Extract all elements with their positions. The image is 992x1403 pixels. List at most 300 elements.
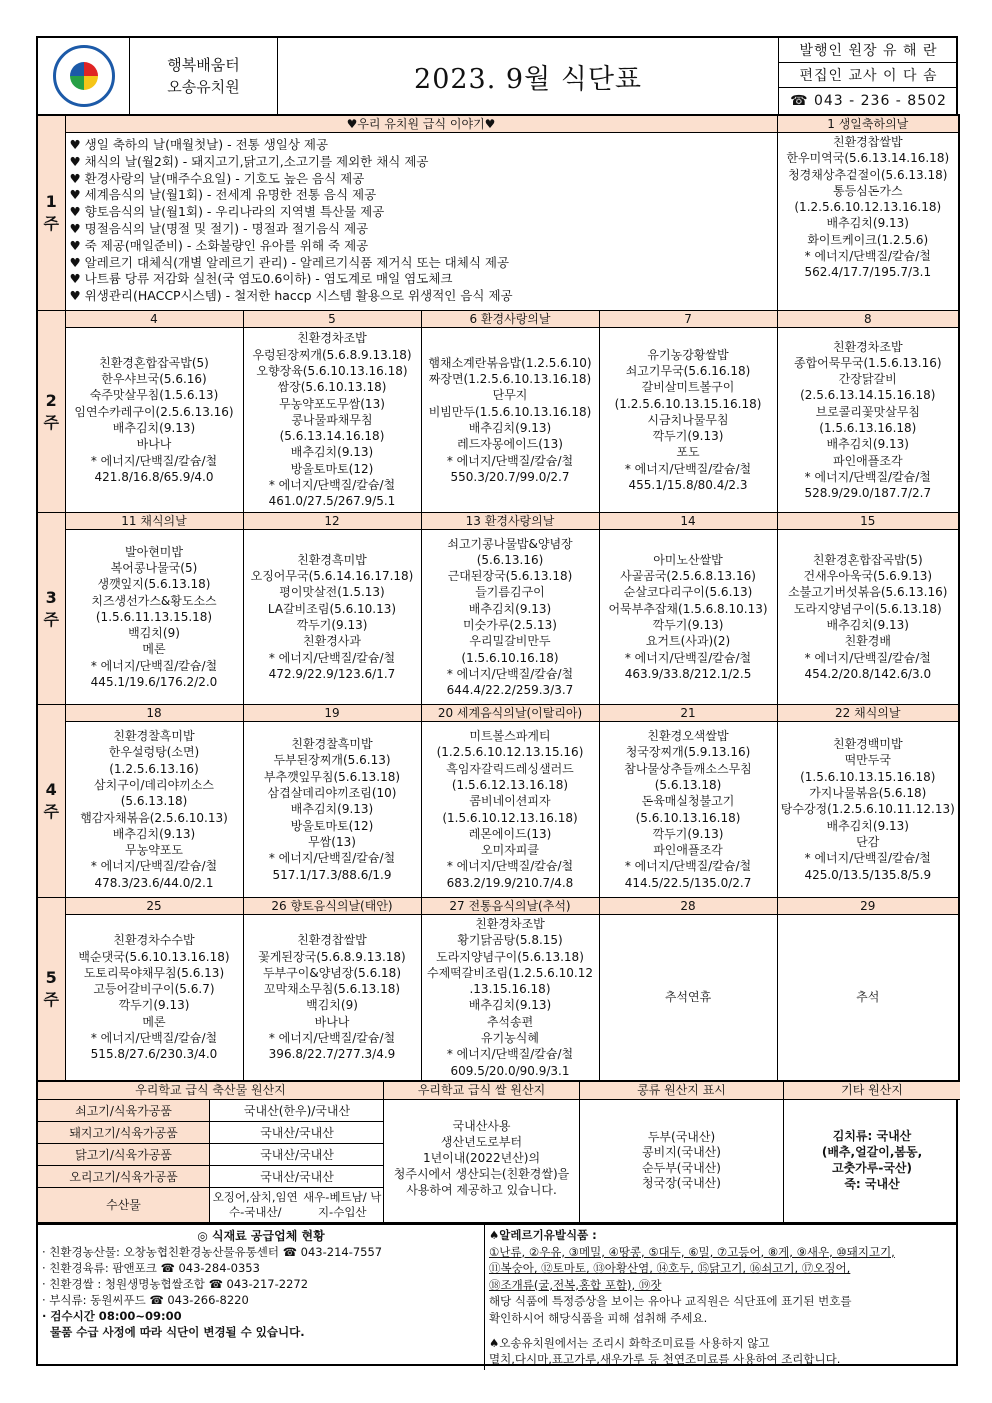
day-menu [65, 722, 243, 898]
menu-item: 생깻잎지(5.6.13.18) [97, 577, 211, 592]
menu-item: (5.6.13.18) [120, 794, 188, 809]
day-menu [421, 328, 599, 513]
menu-item: 도라지양념구이(5.6.13.18) [436, 949, 584, 964]
menu-item: 삼겹살데리야끼조림(10) [267, 786, 397, 801]
rice-line: 국내산사용 [452, 1118, 511, 1133]
menu-item: 가지나물볶음(5.6.18) [809, 786, 927, 801]
menu-item: * 에너지/단백질/칼슘/철 [624, 650, 752, 665]
menu-item: * 에너지/단백질/칼슘/철 [804, 249, 931, 264]
rice-line: 1년이내(2022년산)의 [422, 1150, 541, 1165]
day-menu [243, 328, 421, 513]
etc-line: 고춧가루-국산) [831, 1160, 913, 1175]
meat-origin [38, 1082, 384, 1222]
story-item: ♥ 위생관리(HACCP시스템) - 철저한 haccp 시스템 활용으로 위생적인 음식 제공 [69, 288, 513, 304]
menu-item: 깍두기(9.13) [652, 618, 724, 632]
day-header: 7 [599, 311, 777, 328]
menu-item: 472.9/22.9/123.6/1.7 [268, 666, 396, 681]
story-list [65, 133, 777, 311]
menu-item: 친환경혼합잡곡밥(5) [99, 355, 209, 370]
week-label: 3 주 [37, 513, 65, 705]
menu-item: 떡만두국 [844, 753, 891, 768]
menu-item: 추석연휴 [664, 990, 712, 1005]
menu-item: 오향장육(5.6.10.13.16.18) [256, 363, 408, 378]
day-menu [599, 722, 777, 898]
day-menu [65, 328, 243, 513]
menu-item: * 에너지/단백질/칼슘/철 [804, 469, 931, 484]
day-header: 18 [65, 705, 243, 722]
menu-item: 깍두기(9.13) [296, 618, 368, 632]
menu-item: 배추김치(9.13) [826, 818, 909, 833]
school-line2: 오송유치원 [167, 78, 240, 96]
day-header: 15 [777, 513, 959, 530]
msg-1: ♠오송유치원에서는 조리시 화학조미료를 사용하지 않고 [489, 1335, 770, 1350]
week-label: 4 주 [37, 705, 65, 898]
menu-item: 요거트(사과)(2) [645, 634, 731, 649]
menu-item: * 에너지/단백질/칼슘/철 [804, 650, 931, 665]
menu-item: 콤비네이션피자 [469, 794, 551, 809]
supplier-line: · 친환경농산물: 오창농협친환경농산물유통센터 ☎ 043-214-7557 [42, 1244, 383, 1259]
menu-item: 도라지양념구이(5.6.13.18) [793, 601, 942, 616]
day-header: 4 [65, 311, 243, 328]
menu-item: 부추깻잎무침(5.6.13.18) [263, 769, 401, 784]
page-title: 2023. 9월 식단표 [414, 63, 642, 95]
day-header: 5 [243, 311, 421, 328]
menu-item: 치즈생선가스&황도소스 [91, 593, 217, 608]
menu-item: 돈육매실청불고기 [641, 794, 735, 809]
logo [38, 38, 130, 114]
menu-item: 바나나 [136, 437, 172, 452]
menu-item: 갈비살미트볼구이 [641, 380, 735, 395]
day-header: 22 채식의날 [777, 705, 959, 722]
menu-item: 친환경차수수밥 [113, 933, 195, 948]
menu-item: * 에너지/단백질/칼슘/철 [446, 453, 574, 468]
day-header: 19 [243, 705, 421, 722]
menu-item: 통등심돈가스 [832, 183, 903, 198]
menu-item: 종합어묵무국(1.5.6.13.16) [793, 355, 942, 370]
menu-item: 시금치나물무침 [647, 412, 729, 427]
day-menu [777, 530, 959, 705]
story-item: ♥ 환경사랑의 날(매주수요일) - 기호도 높은 음식 제공 [69, 170, 365, 186]
day-menu [421, 530, 599, 705]
bean-line: 콩비지(국내산) [642, 1145, 721, 1160]
menu-item: 배추김치(9.13) [112, 826, 196, 841]
header [36, 36, 958, 114]
menu-item: 배추김치(9.13) [468, 998, 552, 1013]
menu-item: 유기농식혜 [481, 1031, 539, 1046]
menu-item: 한우설렁탕(소면)(1.2.5.6.13.16) [108, 745, 200, 776]
week-label: 5 주 [37, 898, 65, 1081]
menu-item: 쌈장(5.6.10.13.18) [277, 380, 387, 395]
menu-item: * 에너지/단백질/칼슘/철 [90, 859, 218, 874]
day-header: 1 생일축하의날 [777, 115, 959, 133]
inspect-time: · 검수시간 08:00~09:00 [42, 1308, 182, 1323]
kindergarten-logo-icon [53, 45, 115, 107]
menu-item: 배추김치(9.13) [826, 618, 909, 632]
story-item: ♥ 알레르기 대체식(개별 알레르기 관리) - 알레르기식품 제거식 또는 대체식 제공 [69, 254, 510, 270]
menu-item: 근대된장국(5.6.13.18) [447, 569, 573, 584]
supplier-line: · 친환경쌀 : 청원생명농협쌀조합 ☎ 043-217-2272 [42, 1276, 309, 1291]
day-menu [599, 328, 777, 513]
day-header: 11 채식의날 [65, 513, 243, 530]
menu-item: 임연수카레구이(2.5.6.13.16) [74, 404, 234, 419]
menu-item: 백순댓국(5.6.10.13.16.18) [78, 949, 230, 964]
menu-item: 청국장찌개(5.9.13.16) [625, 745, 751, 760]
rice-line: 생산년도로부터 [440, 1134, 523, 1149]
menu-item: 무농약포도무쌈(13) [279, 396, 385, 411]
school-line1: 행복배움터 [167, 56, 240, 74]
menu-item: 추석송편 [486, 1014, 534, 1029]
meat-item: 쇠고기/식육가공품 [38, 1100, 210, 1121]
menu-item: 친환경오색쌀밥 [647, 729, 729, 744]
menu-item: (1.2.5.6.10.12.13.15.16) [436, 745, 584, 760]
menu-item: 들기름김구이 [475, 585, 545, 600]
menu-item: 건새우아욱국(5.6.9.13) [803, 569, 933, 584]
menu-item: 고등어갈비구이(5.6.7) [93, 982, 215, 997]
bean-line: 청국장(국내산) [642, 1176, 721, 1191]
phone: ☎ 043 - 236 - 8502 [790, 93, 947, 109]
menu-item: 간장닭갈비 [838, 372, 897, 387]
menu-item: 562.4/17.7/195.7/3.1 [804, 265, 932, 280]
bean-origin-title: 콩류 원산지 표시 [580, 1082, 783, 1100]
seafood-row [38, 1188, 383, 1222]
menu-item: 배추김치(9.13) [826, 216, 909, 231]
menu-item: 햄감자채볶음(2.5.6.10.13) [80, 810, 228, 825]
menu-item: 흑임자갈릭드레싱샐러드 [446, 761, 574, 776]
menu-item: 오미자피클 [481, 843, 539, 858]
day-menu [243, 915, 421, 1081]
etc-line: (배추,얼갈이,봄동, [821, 1144, 923, 1159]
menu-item: 친환경차조밥 [832, 339, 903, 354]
etc-origin-title: 기타 원산지 [784, 1082, 960, 1100]
rice-line: 사용하여 제공하고 있습니다. [406, 1182, 557, 1197]
meat-origin-value: 국내산/국내산 [260, 1169, 334, 1184]
menu-item: (1.5.6.10.16.18) [461, 650, 559, 665]
menu-item: 친환경찹쌀밥 [297, 933, 367, 948]
menu-item: (1.2.5.6.10.12.13.16.18) [794, 200, 942, 215]
school-name [130, 38, 278, 114]
day-header: 28 [599, 898, 777, 915]
menu-item: 꼬막채소무침(5.6.13.18) [263, 982, 401, 997]
menu-item: 청경채상추겉절이(5.6.13.18) [788, 167, 948, 182]
menu-item: 어묵부추잡채(1.5.6.8.10.13) [608, 601, 768, 616]
rice-line: 청주시에서 생산되는(친환경쌀)을 [393, 1166, 570, 1181]
story-item: ♥ 채식의 날(월2회) - 돼지고기,닭고기,소고기를 제외한 채식 제공 [69, 153, 429, 169]
menu-item: 친환경배 [844, 634, 891, 649]
bean-line: 순두부(국내산) [642, 1160, 721, 1175]
etc-line: 김치류: 국내산 [832, 1128, 912, 1143]
menu-item: .13.15.16.18) [469, 982, 551, 997]
menu-item: 배추김치(9.13) [468, 421, 552, 435]
menu-item: 425.0/13.5/135.8/5.9 [804, 867, 932, 882]
menu-item: 한우샤브국(5.6.16) [101, 372, 207, 387]
menu-item: 454.2/20.8/142.6/3.0 [804, 666, 932, 681]
menu-item: 무쌈(13) [308, 834, 356, 849]
day-header: 25 [65, 898, 243, 915]
menu-item: (1.5.6.10.12.13.16.18) [442, 810, 578, 825]
menu-item: (1.2.5.6.10.13.15.16.18) [614, 396, 762, 411]
menu-item: 친환경찰흑미밥 [291, 737, 373, 752]
day-header: 6 환경사랑의날 [421, 311, 599, 328]
menu-item: * 에너지/단백질/칼슘/철 [624, 859, 752, 874]
meat-origin-value: 국내산(한우)/국내산 [243, 1103, 351, 1118]
menu-item: 추석 [856, 990, 880, 1005]
day-menu [421, 915, 599, 1081]
day-menu [599, 530, 777, 705]
menu-item: 무농약포도 [125, 843, 183, 858]
day-menu [421, 722, 599, 898]
day-header: 12 [243, 513, 421, 530]
publisher: 발행인 원장 유 해 란 [779, 38, 958, 63]
editor: 편집인 교사 이 다 솜 [779, 63, 958, 88]
supplier-title: ◎ 식재료 공급업체 현황 [197, 1228, 325, 1243]
day-menu [777, 722, 959, 898]
day-header: 26 향토음식의날(태안) [243, 898, 421, 915]
menu-item: 깍두기(9.13) [118, 998, 190, 1013]
menu-item: 배추김치(9.13) [290, 802, 374, 817]
day-menu [777, 915, 959, 1081]
menu-item: 우렁된장찌개(5.6.8.9.13.18) [252, 347, 412, 362]
menu-item: 삼치구이/데리야끼소스 [94, 777, 214, 792]
menu-item: 친환경백미밥 [832, 737, 903, 752]
day-header: 8 [777, 311, 959, 328]
day-header: 21 [599, 705, 777, 722]
menu-item: 유기농강황쌀밥 [647, 347, 729, 362]
menu-item: 550.3/20.7/99.0/2.7 [450, 469, 570, 484]
menu-item: 메론 [142, 642, 166, 657]
meat-item: 오리고기/식육가공품 [38, 1166, 210, 1187]
day-header: 27 전통음식의날(추석) [421, 898, 599, 915]
menu-item: 레몬에이드(13) [468, 826, 552, 841]
menu-item: 478.3/23.6/44.0/2.1 [94, 875, 214, 890]
menu-item: 소불고기버섯볶음(5.6.13.16) [788, 585, 948, 600]
day-menu [777, 133, 959, 311]
menu-item: (5.6.13.18) [654, 777, 722, 792]
menu-item: 숙주맛살무침(1.5.6.13) [89, 388, 219, 403]
menu-item: 친환경차조밥 [475, 917, 545, 931]
rice-origin-text [384, 1100, 579, 1198]
meat-origin-value: 국내산/국내산 [260, 1147, 334, 1162]
menu-item: * 에너지/단백질/칼슘/철 [268, 1031, 396, 1046]
week-label: 1 주 [37, 115, 65, 311]
menu-item: 꽃게된장국(5.6.8.9.13.18) [258, 949, 406, 964]
menu-item: 친환경혼합잡곡밥(5) [812, 552, 923, 567]
day-header: 14 [599, 513, 777, 530]
story-item: ♥ 명절음식의 날(명절 및 절기) - 명절과 절기음식 제공 [69, 220, 369, 236]
menu-item: 발아현미밥 [125, 544, 183, 559]
allergy-title: ♠알레르기유발식품 : [489, 1227, 597, 1242]
menu-item: 한우미역국(5.6.13.14.16.18) [786, 151, 950, 166]
menu-item: 528.9/29.0/187.7/2.7 [804, 486, 932, 501]
menu-item: * 에너지/단백질/칼슘/철 [446, 859, 574, 874]
menu-item: 463.9/33.8/212.1/2.5 [624, 666, 752, 681]
menu-item: 도토리묵야채무침(5.6.13) [83, 965, 225, 980]
menu-item: (1.5.6.11.13.15.18) [95, 609, 213, 624]
menu-item: 배추김치(9.13) [290, 445, 374, 460]
menu-item: * 에너지/단백질/칼슘/철 [446, 1047, 574, 1062]
rice-origin [384, 1082, 580, 1222]
menu-item: 두부구이&양념장(5.6.18) [262, 965, 402, 980]
menu-item: LA갈비조림(5.6.10.13) [267, 601, 397, 616]
meat-origin-row [38, 1144, 383, 1166]
menu-item: 메론 [142, 1014, 166, 1029]
menu-item: 461.0/27.5/267.9/5.1 [268, 494, 396, 509]
supplier-line: · 부식류: 동원씨푸드 ☎ 043-266-8220 [42, 1292, 249, 1307]
menu-item: (2.5.6.13.14.15.16.18) [800, 388, 936, 403]
menu-item: 아미노산쌀밥 [653, 552, 723, 567]
story-item: ♥ 세계음식의 날(월1회) - 전세계 유명한 전통 음식 제공 [69, 187, 377, 203]
menu-item: (5.6.10.13.16.18) [635, 810, 741, 825]
menu-item: (1.5.6.12.13.16.18) [451, 777, 569, 792]
menu-item: 396.8/22.7/277.3/4.9 [268, 1047, 396, 1062]
menu-item: 미숫가루(2.5.13) [463, 618, 557, 632]
story-item: ♥ 죽 제공(매일준비) - 소화불량인 유아를 위해 죽 제공 [69, 237, 369, 253]
menu-item: 백김치(9) [128, 626, 180, 641]
day-header: 13 환경사랑의날 [421, 513, 599, 530]
seafood-origin: 오징어,삼치,임연수-국내산/ 새우-베트남/ 낙지-수입산 [212, 1189, 382, 1219]
menu-item: 609.5/20.0/90.9/3.1 [450, 1063, 570, 1078]
day-header: 29 [777, 898, 959, 915]
menu-item: * 에너지/단백질/칼슘/철 [446, 666, 574, 681]
origin-section [36, 1082, 958, 1224]
menu-item: 파인애플조각 [653, 843, 723, 858]
menu-item: 친환경차조밥 [297, 331, 367, 346]
menu-item: 비빔만두(1.5.6.10.13.16.18) [428, 404, 592, 419]
menu-item: 단감 [856, 834, 880, 849]
allergy-list-2: ⑪복숭아, ⑫토마토, ⑬아황산염, ⑭호두, ⑮닭고기, ⑯쇠고기, ⑰오징어, [489, 1261, 851, 1276]
allergy-note-2: 확인하시어 해당식품을 피해 섭취해 주세요. [489, 1310, 708, 1325]
menu-item: 445.1/19.6/176.2/2.0 [90, 675, 218, 690]
menu-item: 친환경사과 [303, 634, 361, 649]
menu-item: 친환경찰흑미밥 [113, 729, 195, 744]
meat-origin-row [38, 1122, 383, 1144]
menu-item: 사골곰국(2.5.6.8.13.16) [620, 569, 756, 584]
menu-item: 콩나물파채무침 [291, 412, 373, 427]
menu-item: 깍두기(9.13) [652, 826, 724, 841]
menu-item: (1.5.6.13.16.18) [819, 421, 917, 435]
meat-item: 돼지고기/식육가공품 [38, 1122, 210, 1143]
week-label: 2 주 [37, 311, 65, 513]
publisher-box [778, 38, 958, 114]
menu-item: 탕수강정(1.2.5.6.10.11.12.13) [780, 802, 955, 817]
menu-item: 우리밀갈비만두 [469, 634, 551, 649]
menu-table [36, 114, 960, 1082]
menu-item: * 에너지/단백질/칼슘/철 [268, 650, 396, 665]
meat-origin-row [38, 1166, 383, 1188]
meat-origin-title: 우리학교 급식 축산물 원산지 [38, 1082, 383, 1100]
menu-item: 단무지 [492, 388, 528, 403]
menu-item: 배추김치(9.13) [468, 601, 552, 616]
menu-item: * 에너지/단백질/칼슘/철 [90, 658, 218, 673]
menu-item: 순살코다리구이(5.6.13) [623, 585, 753, 600]
menu-item: 친환경찹쌀밥 [832, 135, 903, 149]
menu-item: * 에너지/단백질/칼슘/철 [90, 1031, 218, 1046]
bean-origin [580, 1082, 784, 1222]
rice-origin-title: 우리학교 급식 쌀 원산지 [384, 1082, 579, 1100]
menu-item: 683.2/19.9/210.7/4.8 [446, 875, 574, 890]
day-menu [65, 530, 243, 705]
story-item: ♥ 향토음식의 날(월1회) - 우리나라의 지역별 특산물 제공 [69, 204, 385, 220]
menu-item: 깍두기(9.13) [652, 429, 724, 444]
menu-item: 참나물상추들깨소스무침 [624, 761, 752, 776]
menu-item: 수제떡갈비조림(1.2.5.6.10.12 [427, 965, 593, 980]
menu-item: 414.5/22.5/135.0/2.7 [624, 875, 752, 890]
bean-origin-list [580, 1100, 783, 1192]
day-menu [65, 915, 243, 1081]
bean-line: 두부(국내산) [647, 1129, 716, 1144]
menu-item: 짜장면(1.2.5.6.10.13.16.18) [428, 372, 592, 387]
menu-item: 화이트케이크(1.2.5.6) [807, 232, 929, 247]
menu-item: 바나나 [314, 1014, 350, 1029]
menu-item: 쇠고기무국(5.6.16.18) [625, 363, 751, 378]
menu-item: (5.6.13.16) [476, 552, 544, 567]
menu-item: 두부된장찌개(5.6.13) [273, 753, 391, 768]
menu-page [36, 36, 958, 1366]
day-menu [243, 530, 421, 705]
menu-item: 515.8/27.6/230.3/4.0 [90, 1047, 218, 1062]
day-menu [599, 915, 777, 1081]
supplier-line: · 친환경육류: 팜앤포크 ☎ 043-284-0353 [42, 1260, 260, 1275]
menu-item: * 에너지/단백질/칼슘/철 [268, 478, 396, 493]
menu-item: 브로콜리꽃맛살무침 [815, 404, 920, 419]
supplier-box [38, 1225, 485, 1370]
menu-item: * 에너지/단백질/칼슘/철 [804, 851, 931, 866]
story-title: ♥우리 유치원 급식 이야기♥ [65, 115, 777, 133]
menu-item: 배추김치(9.13) [826, 437, 909, 452]
allergy-list-1: ①난류, ②우유, ③메밀, ④땅콩, ⑤대두, ⑥밀, ⑦고등어, ⑧게, ⑨새우, ⑩돼지고기, [489, 1244, 895, 1259]
day-menu [777, 328, 959, 513]
menu-item: 친환경흑미밥 [297, 552, 367, 567]
menu-item: 황기닭곰탕(5.8.15) [457, 933, 563, 948]
menu-item: 백김치(9) [306, 998, 358, 1013]
meat-origin-value: 국내산/국내산 [260, 1125, 334, 1140]
change-notice: 물품 수급 사정에 따라 식단이 변경될 수 있습니다. [42, 1324, 305, 1339]
menu-item: 레드자몽에이드(13) [457, 437, 563, 452]
menu-item: 복어콩나물국(5) [110, 560, 198, 575]
menu-item: * 에너지/단백질/칼슘/철 [624, 461, 752, 476]
menu-item: 햄채소계란볶음밥(1.2.5.6.10) [428, 355, 592, 370]
menu-item: (1.5.6.10.13.15.16.18) [800, 769, 936, 784]
day-header: 20 세계음식의날(이탈리아) [421, 705, 599, 722]
allergy-note-1: 해당 식품에 특정증상을 보이는 유아나 교직원은 식단표에 표기된 번호를 [489, 1294, 852, 1309]
menu-item: 평이맛살전(1.5.13) [279, 585, 385, 600]
menu-item: (5.6.13.14.16.18) [279, 429, 385, 444]
etc-origin [784, 1082, 960, 1222]
msg-2: 멸치,다시마,표고가루,새우가루 등 천연조미료를 사용하여 조리합니다. [489, 1352, 841, 1367]
menu-item: 미트볼스파게티 [469, 729, 551, 744]
menu-item: 포도 [676, 445, 700, 460]
menu-item: 배추김치(9.13) [112, 421, 196, 435]
menu-item: 644.4/22.2/259.3/3.7 [446, 683, 574, 698]
menu-item: 파인애플조각 [832, 453, 903, 468]
day-menu [243, 722, 421, 898]
menu-item: 455.1/15.8/80.4/2.3 [628, 478, 748, 493]
allergy-box [485, 1225, 960, 1370]
menu-item: 오징어무국(5.6.14.16.17.18) [250, 569, 414, 584]
etc-origin-list [784, 1100, 960, 1192]
menu-item: 517.1/17.3/88.6/1.9 [272, 867, 392, 882]
meat-item: 닭고기/식육가공품 [38, 1144, 210, 1165]
story-item: ♥ 생일 축하의 날(매월첫날) - 전통 생일상 제공 [69, 137, 329, 152]
menu-item: 쇠고기콩나물밥&양념장 [447, 536, 573, 551]
meat-origin-row [38, 1100, 383, 1122]
menu-item: * 에너지/단백질/칼슘/철 [90, 453, 218, 468]
etc-line: 죽: 국내산 [844, 1176, 900, 1191]
menu-item: 방울토마토(12) [290, 818, 374, 833]
footer [36, 1224, 958, 1366]
allergy-list-3: ⑱조개류(굴,전복,홍합 포함), ⑲잣 [489, 1277, 662, 1292]
menu-item: 방울토마토(12) [290, 461, 374, 476]
menu-item: 421.8/16.8/65.9/4.0 [94, 469, 214, 484]
